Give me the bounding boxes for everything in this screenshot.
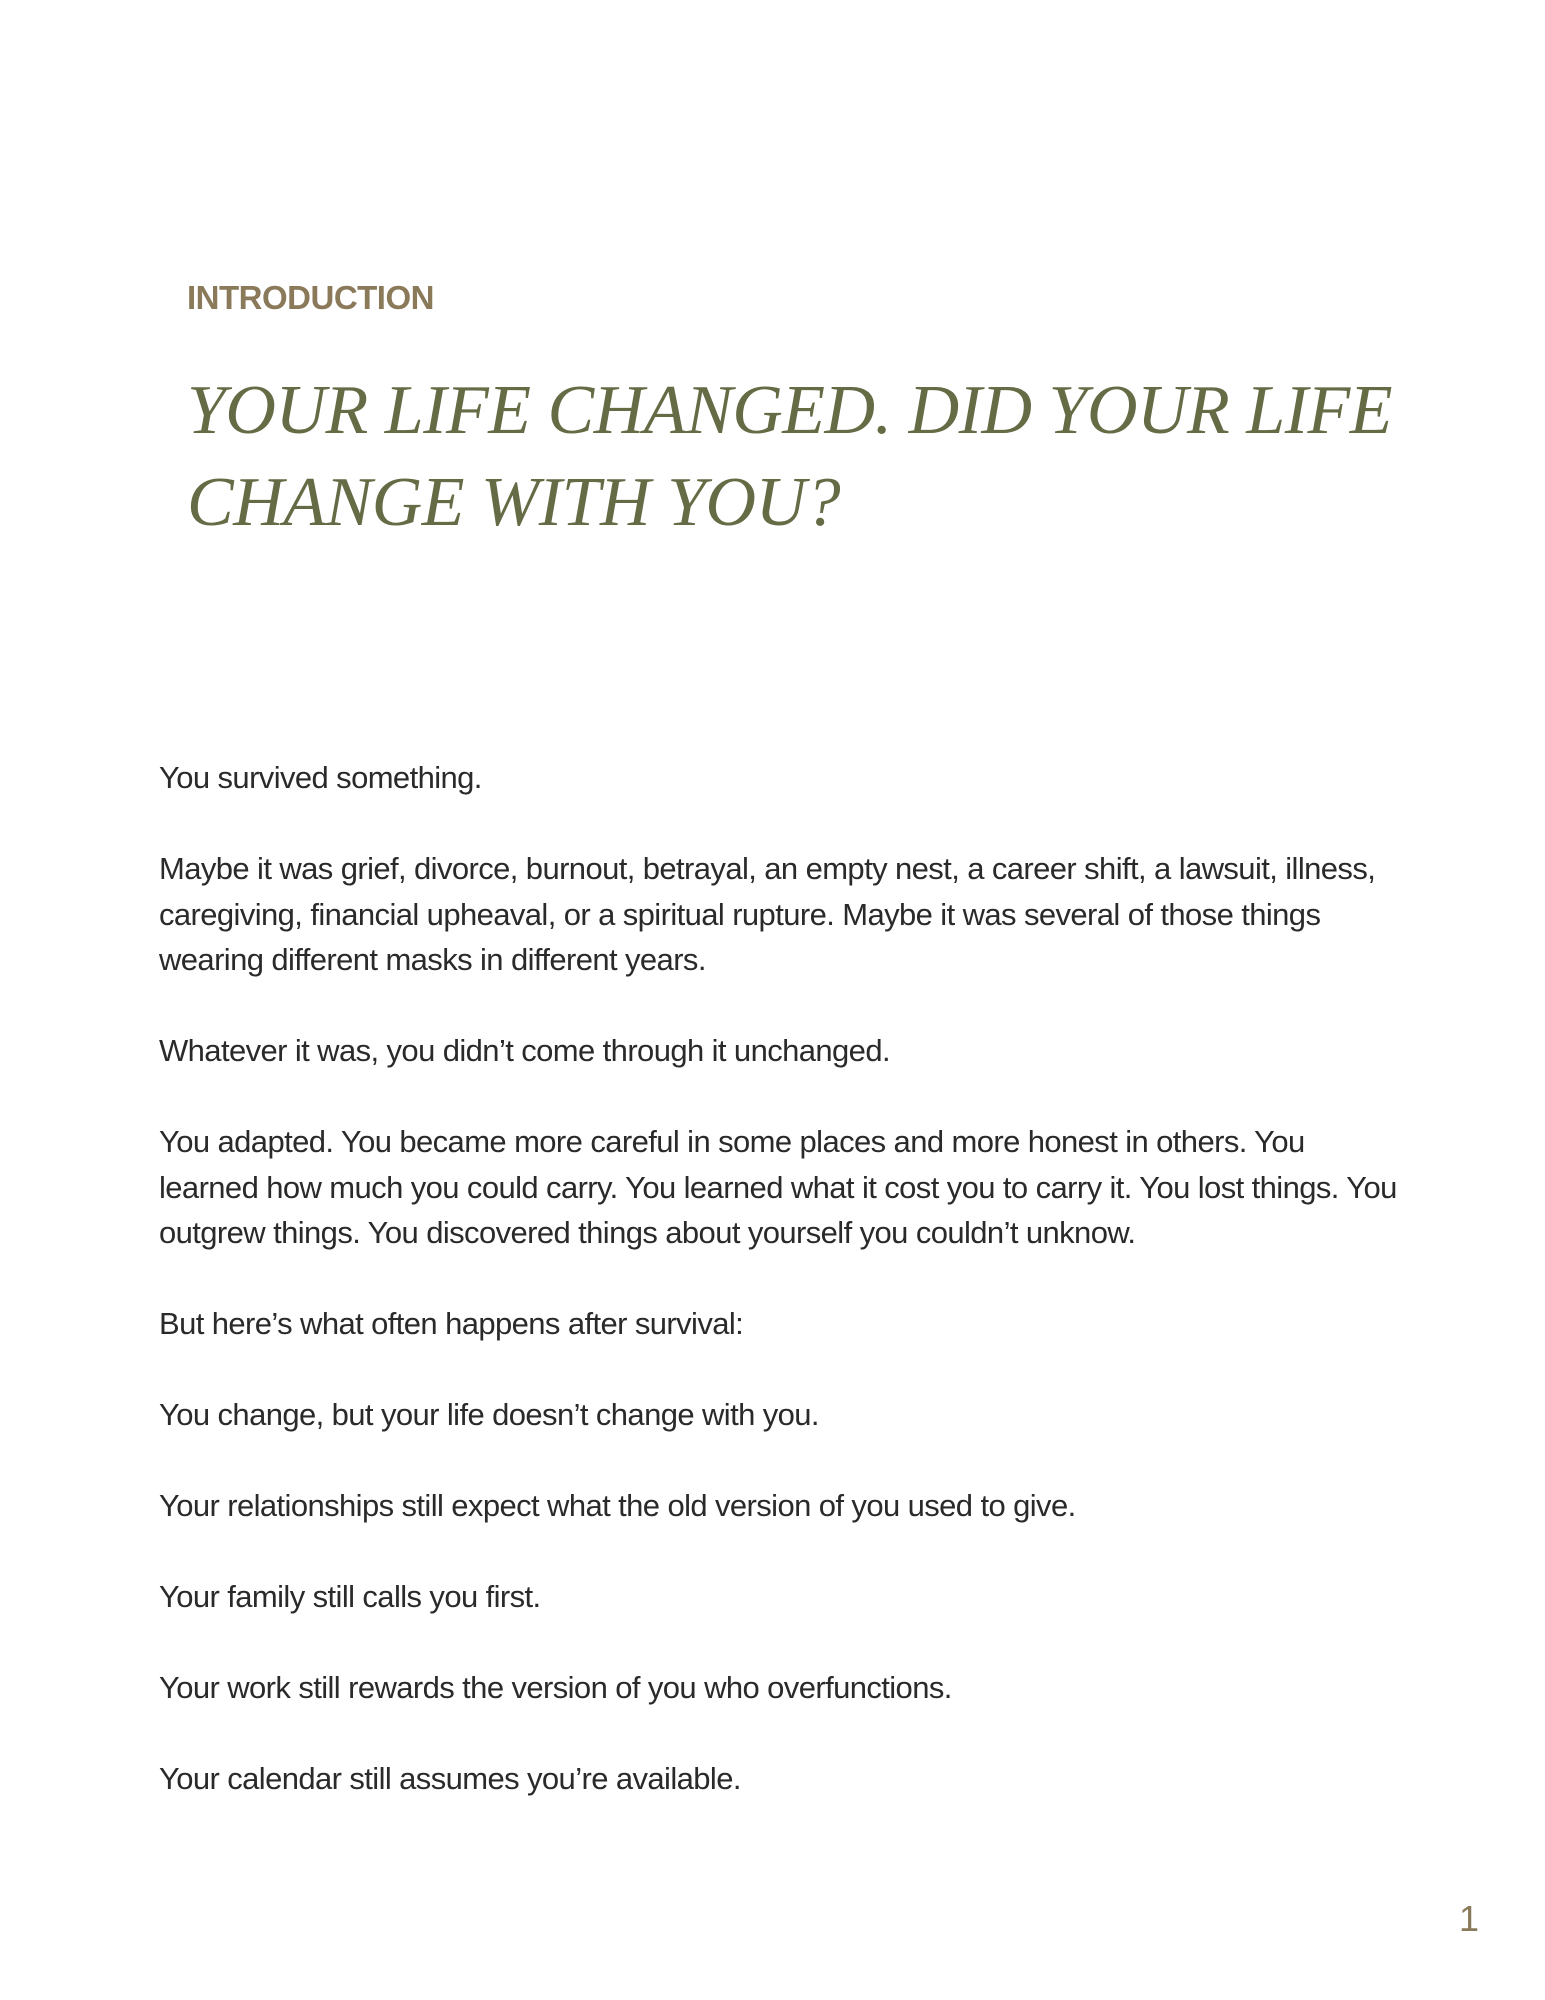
paragraph: But here’s what often happens after survival: — [159, 1306, 744, 1341]
page-number: 1 — [1458, 1898, 1479, 1939]
paragraph: Your family still calls you first. — [159, 1579, 541, 1614]
paragraph: Your work still rewards the version of you who overfunctions. — [159, 1670, 952, 1705]
section-kicker: INTRODUCTION — [187, 279, 434, 316]
paragraph: Maybe it was grief, divorce, burnout, betrayal, an empty nest, a career shift, a lawsuit, illness, caregiving, financial upheaval, or a spiritual rupture. Maybe it was several of those things wearing different masks in different years. — [159, 851, 1376, 977]
paragraph: You change, but your life doesn’t change with you. — [159, 1397, 819, 1432]
paragraph: You adapted. You became more careful in some places and more honest in others. You learned how much you could carry. You learned what it cost you to carry it. You lost things. You outgrew things. You discovered things about yourself you couldn’t unknow. — [159, 1124, 1397, 1250]
paragraph: You survived something. — [159, 760, 482, 795]
page-title: YOUR LIFE CHANGED. DID YOUR LIFE CHANGE WITH YOU? — [187, 372, 1393, 541]
paragraph: Your calendar still assumes you’re available. — [159, 1761, 741, 1796]
paragraph: Whatever it was, you didn’t come through it unchanged. — [159, 1033, 890, 1068]
body-text — [159, 755, 1399, 1847]
paragraph: Your relationships still expect what the old version of you used to give. — [159, 1488, 1076, 1523]
